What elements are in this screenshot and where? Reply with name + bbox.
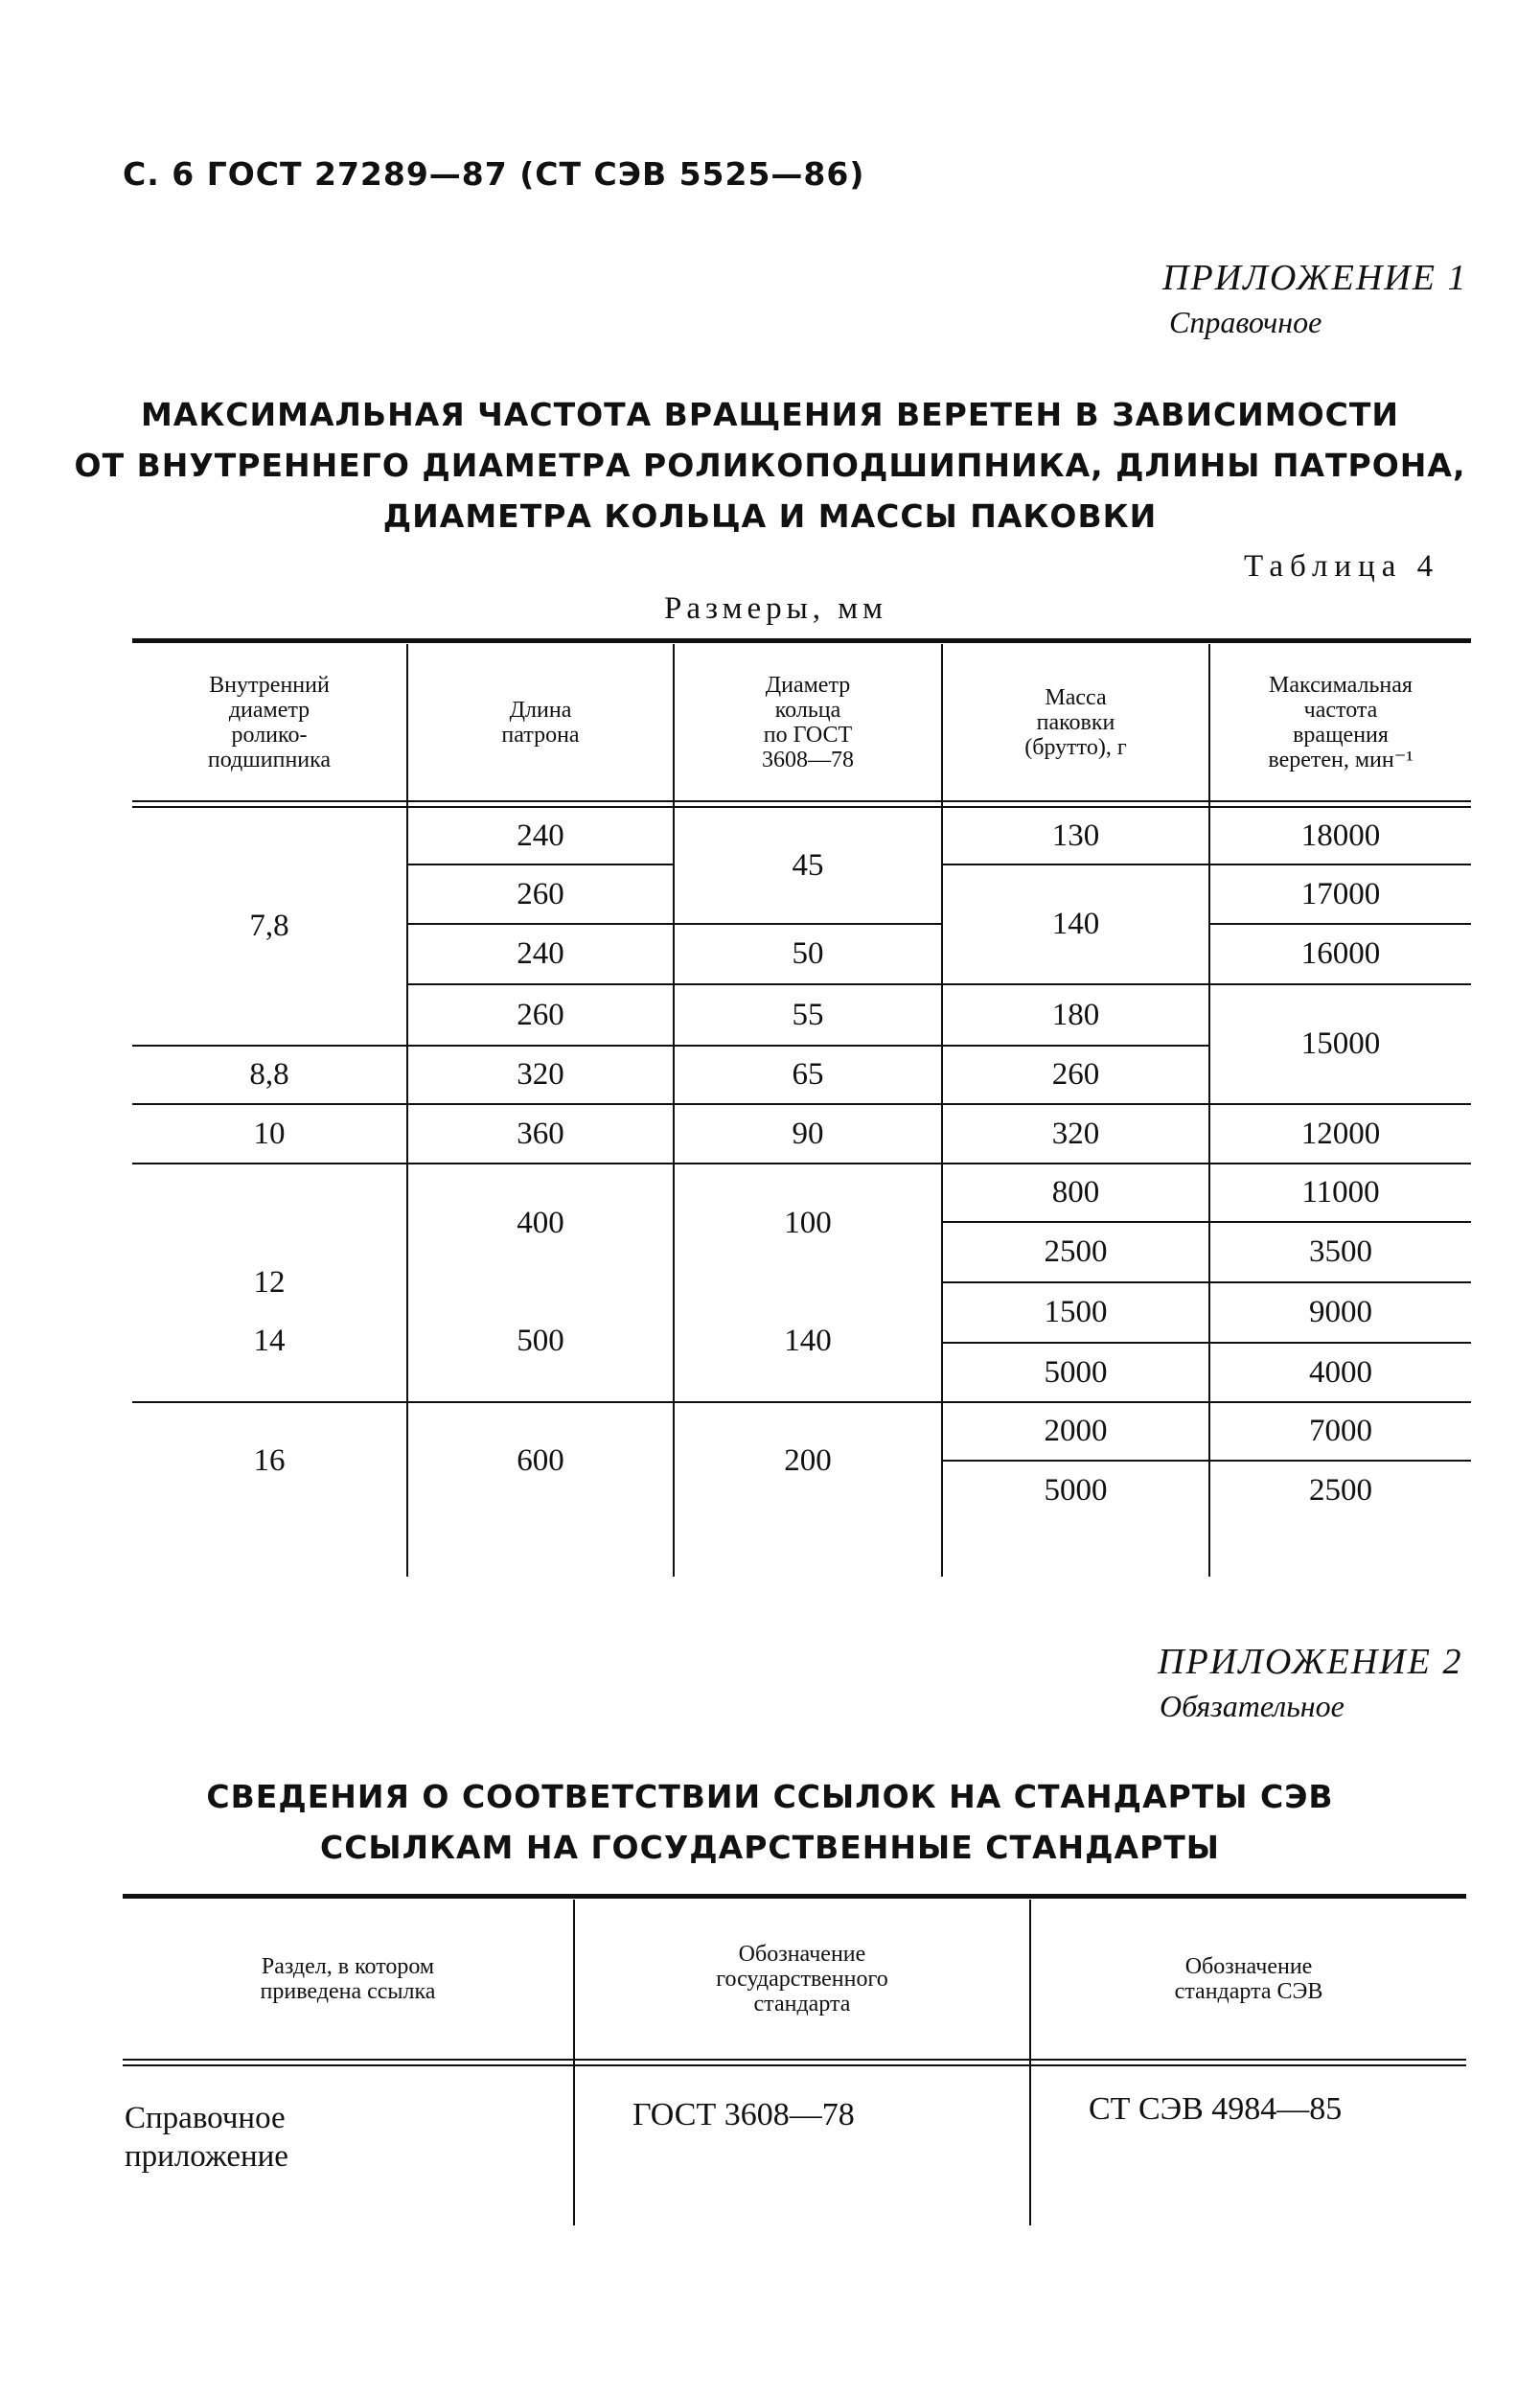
table-cell: 50 [792, 936, 824, 971]
table-cell: 320 [517, 1057, 564, 1092]
table-cell: 180 [1051, 997, 1100, 1032]
table-cell: 500 [517, 1324, 564, 1358]
table-cell: 130 [1051, 818, 1100, 853]
table-cell: 45 [792, 847, 824, 883]
heading-line: МАКСИМАЛЬНАЯ ЧАСТОТА ВРАЩЕНИЯ ВЕРЕТЕН В ЗАВИСИМОСТИ [140, 396, 1400, 433]
table-cell: 140 [1051, 907, 1100, 941]
table-cell: 600 [517, 1442, 564, 1478]
appendix1-title: ПРИЛОЖЕНИЕ 1 [1162, 258, 1468, 298]
table-cell: 5000 [1044, 1472, 1108, 1508]
appendix1-subtitle: Справочное [1169, 305, 1322, 339]
appendix2-title: ПРИЛОЖЕНИЕ 2 [1158, 1642, 1463, 1682]
table-cell: 360 [517, 1116, 564, 1151]
table-cell: 2500 [1309, 1472, 1372, 1508]
reference-sev-cell: СТ СЭВ 4984—85 [1089, 2091, 1343, 2127]
table-cell: 10 [253, 1116, 286, 1151]
table-cell: 1500 [1044, 1295, 1108, 1329]
appendix2-heading [0, 1771, 1540, 1873]
heading-line: ССЫЛКАМ НА ГОСУДАРСТВЕННЫЕ СТАНДАРТЫ [320, 1829, 1220, 1866]
table-cell: 100 [784, 1205, 832, 1240]
table-cell: 18000 [1300, 818, 1381, 853]
reference-section-cell: Справочное приложение [125, 2101, 288, 2174]
table-label: Таблица 4 [1244, 549, 1440, 584]
appendix2-subtitle: Обязательное [1160, 1689, 1345, 1723]
table-cell: 7000 [1309, 1414, 1372, 1448]
col-header-max-frequency: Максимальная частота вращения веретен, мин⁻¹ [1268, 672, 1414, 772]
table-cell: 240 [517, 936, 564, 971]
table-cell: 12 [253, 1265, 286, 1300]
appendix1-heading [0, 389, 1540, 542]
col-header-section: Раздел, в котором приведена ссылка [260, 1954, 436, 2004]
page-header: С. 6 ГОСТ 27289—87 (СТ СЭВ 5525—86) [123, 155, 865, 193]
table-cell: 65 [792, 1057, 824, 1092]
table-cell: 140 [784, 1324, 832, 1358]
table-cell: 11000 [1301, 1175, 1380, 1210]
table-cell: 16 [253, 1442, 286, 1478]
table-cell: 400 [517, 1205, 564, 1240]
table-cell: 17000 [1300, 876, 1381, 911]
table-cell: 8,8 [249, 1057, 289, 1092]
table-cell: 800 [1051, 1175, 1100, 1210]
col-header-ring-diameter: Диаметр кольца по ГОСТ 3608—78 [762, 672, 854, 772]
col-header-inner-diameter: Внутренний диаметр ролико- подшипника [207, 672, 332, 772]
table-cell: 14 [253, 1324, 286, 1358]
table-cell: 4000 [1309, 1354, 1372, 1390]
table-cell: 240 [517, 818, 564, 853]
heading-line: ОТ ВНУТРЕННЕГО ДИАМЕТРА РОЛИКОПОДШИПНИКА, ДЛИНЫ ПАТРОНА, [74, 447, 1466, 484]
table-cell: 9000 [1309, 1295, 1372, 1329]
table-cell: 5000 [1044, 1354, 1108, 1390]
table-cell: 2500 [1044, 1234, 1108, 1269]
col-header-length: Длина патрона [501, 697, 580, 748]
table-cell: 15000 [1300, 1026, 1381, 1061]
table-cell: 260 [517, 997, 564, 1032]
table-cell: 12000 [1300, 1116, 1381, 1151]
table-cell: 260 [1051, 1057, 1100, 1092]
table-cell: 2000 [1044, 1414, 1108, 1448]
table-units: Размеры, мм [664, 591, 888, 626]
table-cell: 260 [517, 876, 564, 911]
table-cell: 200 [784, 1442, 832, 1478]
table-cell: 90 [792, 1116, 824, 1151]
reference-gost-cell: ГОСТ 3608—78 [632, 2097, 855, 2132]
heading-line: ДИАМЕТРА КОЛЬЦА И МАССЫ ПАКОВКИ [382, 497, 1158, 535]
heading-line: СВЕДЕНИЯ О СООТВЕТСТВИИ ССЫЛОК НА СТАНДАРТЫ СЭВ [206, 1778, 1334, 1815]
col-header-package-mass: Масса паковки (брутто), г [1024, 684, 1127, 760]
table-cell: 7,8 [249, 909, 289, 943]
col-header-sev-standard: Обозначение стандарта СЭВ [1174, 1954, 1323, 2004]
table-cell: 16000 [1300, 936, 1381, 971]
col-header-state-standard: Обозначение государственного стандарта [716, 1942, 888, 2017]
table-cell: 320 [1051, 1116, 1100, 1151]
table-cell: 3500 [1309, 1234, 1372, 1269]
table-cell: 55 [792, 997, 824, 1032]
